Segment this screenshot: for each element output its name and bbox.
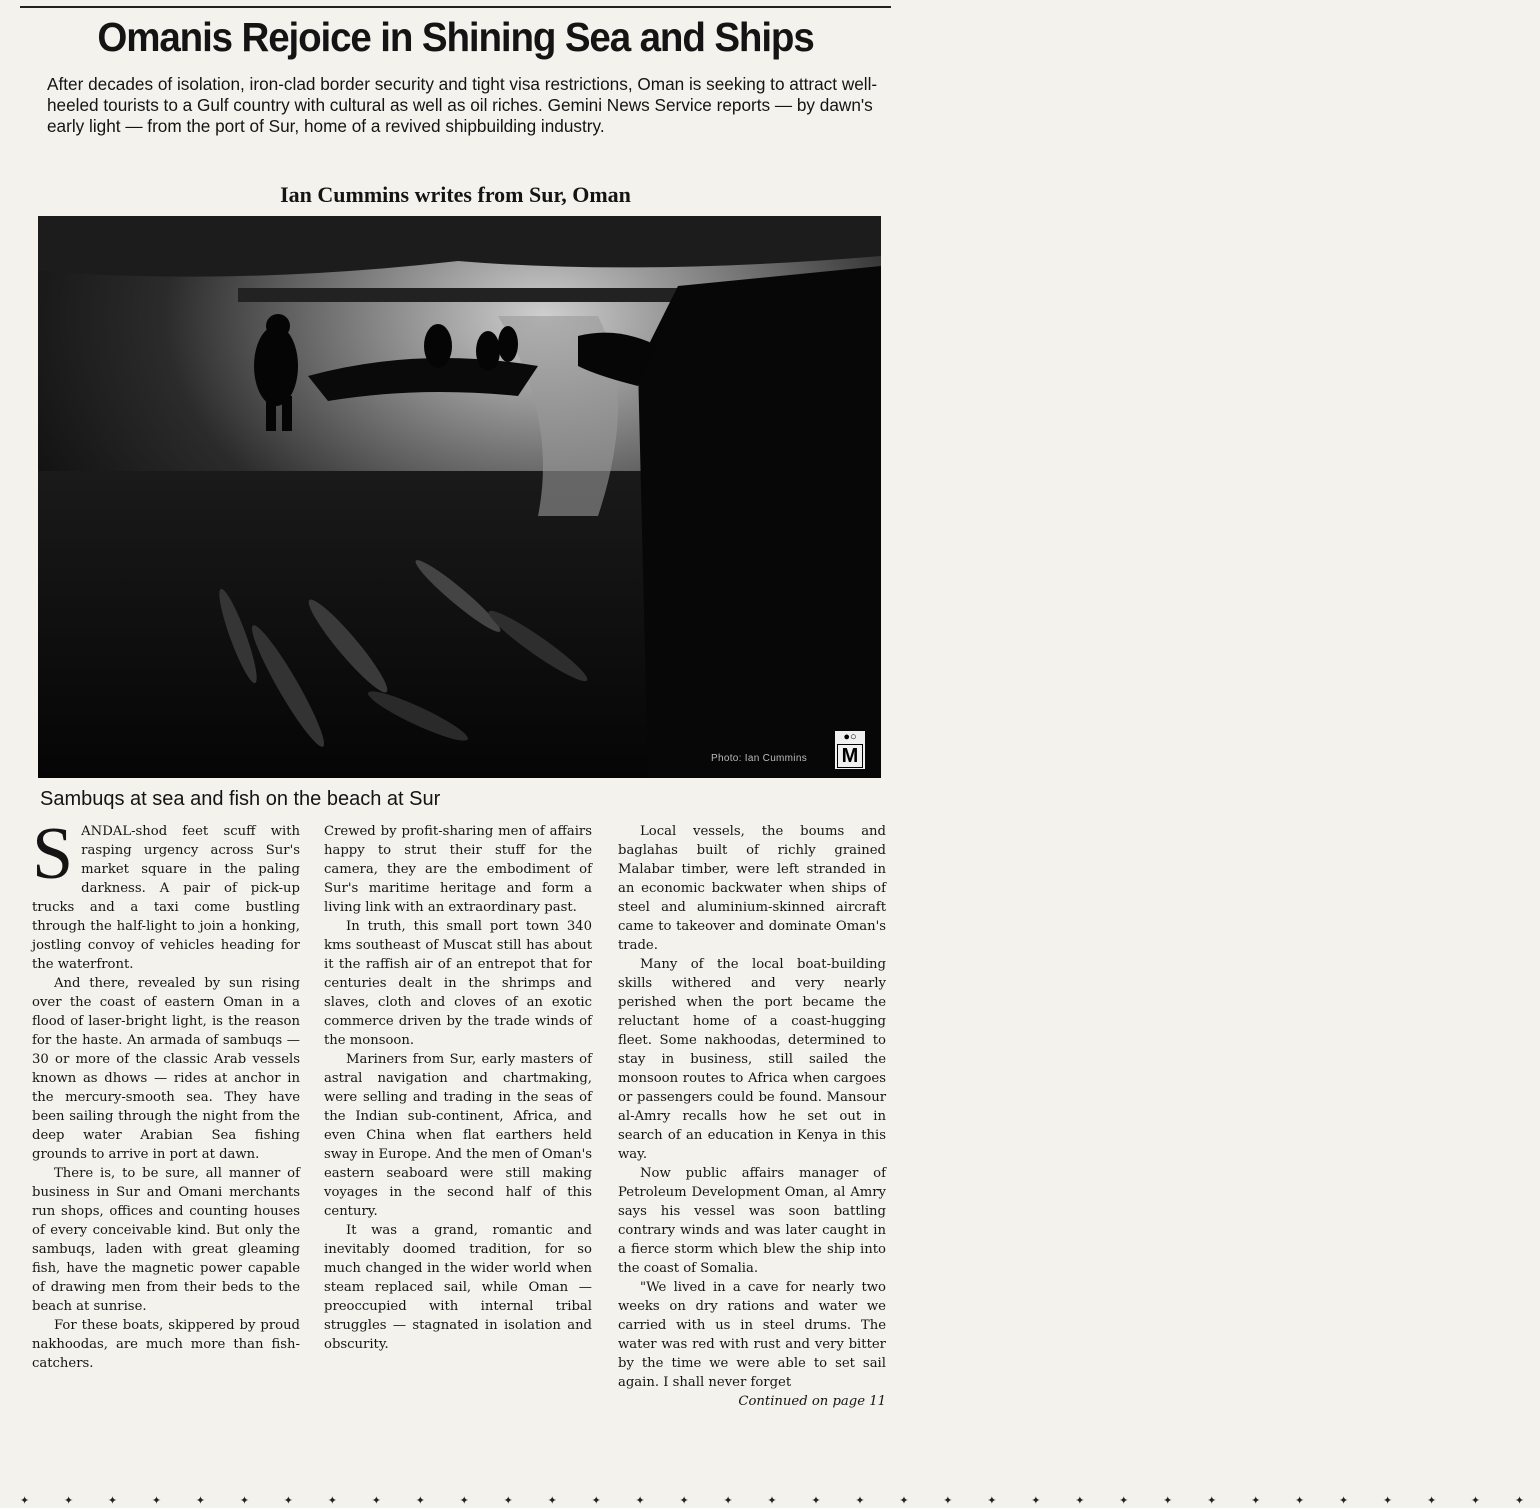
paragraph: Many of the local boat-building skills withered and very nearly perished when the port became the reluctant home of a coast-hugging fleet. Some nakhoodas, determined to stay in business, still sailed the monsoon routes to Africa when cargoes or passengers could be found. Mansour al-Amry recalls how he set out in search of an education in Kenya in this way.	[618, 957, 886, 1162]
article-column-2	[324, 822, 592, 1492]
top-rule	[20, 6, 891, 8]
dawn-harbour-photo	[38, 216, 881, 778]
paragraph: For these boats, skippered by proud nakhoodas, are much more than fish-catchers.	[32, 1318, 300, 1371]
paragraph: Local vessels, the boums and baglahas built of richly grained Malabar timber, were left stranded in an economic backwater when ships of steel and aluminium-skinned aircraft came to takeover and dominate Oman's trade.	[618, 824, 886, 953]
headline: Omanis Rejoice in Shining Sea and Ships	[97, 14, 814, 60]
article-body	[32, 813, 886, 1494]
photo-credit: Photo: Ian Cummins	[711, 753, 807, 764]
photo-caption: Sambuqs at sea and fish on the beach at Sur	[40, 788, 441, 810]
paragraph: It was a grand, romantic and inevitably doomed tradition, for so much changed in the wider world when steam replaced sail, while Oman — preoccupied with internal tribal struggles — stagnated in isolation and obscurity.	[324, 1223, 592, 1352]
article-column-3	[618, 822, 886, 1492]
paragraph: Mariners from Sur, early masters of astral navigation and chartmaking, were selling and trading in the seas of the Indian sub-continent, Africa, and even China when flat earthers held sway in Europe. And the men of Oman's eastern seaboard were still making voyages in the second half of this century.	[324, 1052, 592, 1219]
logo-dots: ●○	[843, 731, 857, 743]
paragraph: Now public affairs manager of Petroleum Development Oman, al Amry says his vessel was soon battling contrary winds and was later caught in a fierce storm which blew the ship into the coast of Somalia.	[618, 1166, 886, 1276]
bottom-ornament-rule: ✦ ✦ ✦ ✦ ✦ ✦ ✦ ✦ ✦ ✦ ✦ ✦ ✦ ✦ ✦ ✦ ✦ ✦ ✦ ✦ ✦ ✦ ✦ ✦ ✦ ✦ ✦ ✦ ✦ ✦ ✦ ✦ ✦ ✦ ✦	[20, 1495, 1540, 1507]
paragraph: And there, revealed by sun rising over the coast of eastern Oman in a flood of laser-bright light, is the reason for the haste. An armada of sambuqs — 30 or more of the classic Arab vessels known as dhows — rides at anchor in the mercury-smooth sea. They have been sailing through the night from the deep water Arabian Sea fishing grounds to arrive in port at dawn.	[32, 976, 300, 1162]
gemini-logo	[835, 731, 865, 769]
paragraph: SANDAL-shod feet scuff with rasping urgency across Sur's market square in the paling darkness. A pair of pick-up trucks and a taxi come bustling through the half-light to join a honking, jostling convoy of vehicles heading for the waterfront.	[32, 813, 300, 972]
photo	[38, 216, 881, 778]
paragraph: Crewed by profit-sharing men of affairs happy to strut their stuff for the camera, they are the embodiment of Sur's maritime heritage and form a living link with an extraordinary past.	[324, 824, 592, 915]
paragraph: "We lived in a cave for nearly two weeks on dry rations and water we carried with us in steel drums. The water was red with rust and very bitter by the time we were able to set sail again. I shall never forget	[618, 1280, 886, 1390]
byline: Ian Cummins writes from Sur, Oman	[280, 182, 631, 207]
paragraph: In truth, this small port town 340 kms southeast of Muscat still has about it the raffish air of an entrepot that for centuries dealt in the shrimps and slaves, cloth and cloves of an exotic commerce driven by the trade winds of the monsoon.	[324, 919, 592, 1048]
logo-letter: M	[837, 744, 863, 768]
drop-cap: S	[32, 813, 74, 895]
continued-note: Continued on page 11	[738, 1394, 886, 1409]
standfirst: After decades of isolation, iron-clad border security and tight visa restrictions, Oman is seeking to attract well-heeled tourists to a Gulf country with cultural as well as oil riches. Gemini News Service reports — by dawn's early light — from the port of Sur, home of a revived shipbuilding industry.	[47, 74, 878, 136]
paragraph: There is, to be sure, all manner of business in Sur and Omani merchants run shops, offices and counting houses of every conceivable kind. But only the sambuqs, laden with great gleaming fish, have the magnetic power capable of drawing men from their beds to the beach at sunrise.	[32, 1166, 300, 1314]
article-column-1	[32, 813, 300, 1492]
